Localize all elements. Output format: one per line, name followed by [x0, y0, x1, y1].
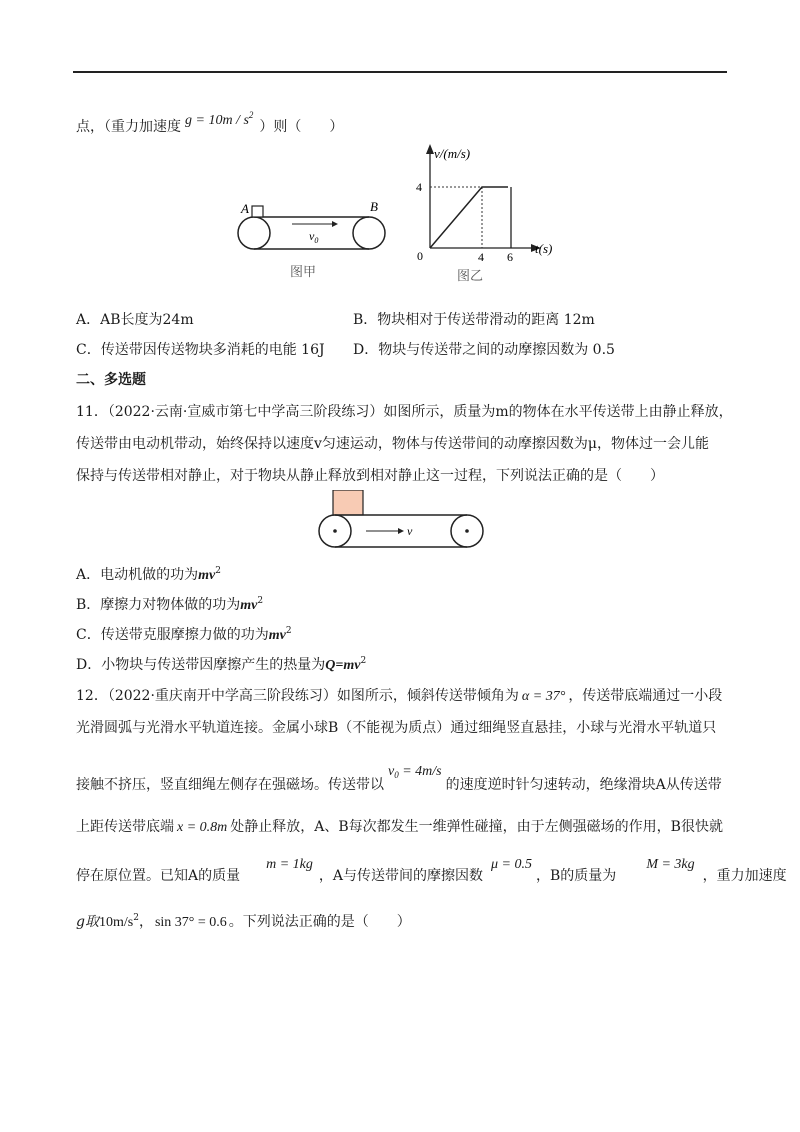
q11-line-1: 11．（2022·云南·宣威市第七中学高三阶段练习）如图所示，质量为m的物体在水平传送带上由静止释放，	[76, 404, 733, 420]
figure-b-vt-graph	[412, 140, 552, 285]
figure-q11-conveyor	[316, 490, 486, 552]
q12-line-3	[76, 764, 722, 799]
v-label: v	[407, 524, 413, 538]
x-axis-label: t(s)	[535, 241, 552, 256]
v0-value: = 4m/s	[398, 764, 442, 779]
y-tick-label: 4	[416, 180, 422, 194]
big-m-expression: M = 3kg	[646, 857, 695, 872]
q12-line-1-b: ，传送带底端通过一小段	[568, 688, 723, 704]
q11-option-b-mv: mv	[240, 598, 258, 613]
pulley-right-axle	[465, 529, 469, 533]
q11-option-a[interactable]	[76, 564, 221, 584]
g-expression	[185, 110, 254, 128]
v0-label: $v_0$	[309, 229, 319, 245]
x-tick-label-4: 4	[478, 250, 484, 264]
g-expr-text: g = 10m / s	[185, 113, 249, 128]
q11-option-c-text: C．传送带克服摩擦力做的功为	[76, 627, 269, 643]
alpha-expression: α = 37°	[521, 689, 566, 704]
q12-line-5-b: ，A与传送带间的摩擦因数	[318, 868, 484, 884]
sin-expression: sin 37° = 0.6	[154, 915, 227, 930]
origin-label: 0	[417, 249, 423, 263]
q11-option-d[interactable]	[76, 654, 366, 674]
q12-line-6-c: 。下列说法正确的是（ ）	[228, 914, 411, 930]
q10-option-d[interactable]: D．物块与传送带之间的动摩擦因数为 0.5	[353, 342, 615, 358]
q11-option-c-mv: mv	[268, 628, 286, 643]
label-b: B	[370, 199, 378, 214]
q12-line-3-b: 的速度逆时针匀速转动，绝缘滑块A从传送带	[445, 777, 722, 793]
q10-option-c[interactable]: C．传送带因传送物块多消耗的电能 16J	[76, 342, 325, 358]
q10-option-b[interactable]: B．物块相对于传送带滑动的距离 12m	[353, 312, 595, 328]
q11-option-d-text: D．小物块与传送带因摩擦产生的热量为	[76, 657, 326, 673]
mu-expression: μ = 0.5	[491, 857, 533, 872]
q12-line-6	[76, 908, 411, 933]
q12-line-5-d: ，重力加速度	[702, 868, 787, 884]
q11-option-a-text: A．电动机做的功为	[76, 567, 199, 583]
caption-figure-a: 图甲	[290, 264, 317, 279]
m-expression: m = 1kg	[266, 857, 313, 872]
pulley-right	[353, 217, 385, 249]
q11-option-a-exp: 2	[215, 566, 221, 576]
figure-a-conveyor	[232, 196, 397, 286]
caption-figure-b: 图乙	[457, 268, 484, 283]
q12-line-1-a: 12．（2022·重庆南开中学高三阶段练习）如图所示，倾斜传送带倾角为	[76, 688, 519, 704]
velocity-arrowhead	[332, 221, 338, 227]
v0-symbol: v	[388, 764, 395, 779]
q12-line-5	[76, 857, 787, 887]
x-expression: x = 0.8m	[177, 820, 228, 835]
pulley-left	[238, 217, 270, 249]
q11-line-2: 传送带由电动机带动，始终保持以速度v匀速运动，物体与传送带间的动摩擦因数为μ，物体过一会儿能	[76, 436, 710, 452]
v0-expression	[388, 764, 442, 779]
q12-line-6-b: ，	[138, 914, 153, 930]
q11-option-c-exp: 2	[285, 626, 292, 636]
g-value-exponent: 2	[133, 913, 139, 923]
velocity-arrowhead	[398, 528, 404, 534]
block	[333, 490, 363, 515]
q10-option-a[interactable]: A．AB长度为24m	[76, 312, 194, 328]
block	[252, 206, 263, 217]
pulley-left-axle	[333, 529, 337, 533]
x-tick-label-6: 6	[507, 250, 513, 264]
q12-line-6-a: g取	[76, 914, 99, 930]
q11-option-b-exp: 2	[257, 596, 264, 606]
q12-line-4-a: 上距传送带底端	[76, 819, 174, 835]
q10-continuation-line	[76, 112, 343, 138]
q11-option-d-eq: Q=mv	[325, 658, 361, 673]
q11-line-3: 保持与传送带相对静止，对于物块从静止释放到相对静止这一过程，下列说法正确的是（ ）	[76, 468, 664, 484]
q11-option-a-mv: mv	[198, 568, 216, 583]
q12-line-4-b: 处静止释放，A、B每次都发生一维弹性碰撞，由于左侧强磁场的作用，B很快就	[230, 819, 723, 835]
q11-option-b-text: B．摩擦力对物体做的功为	[76, 597, 241, 613]
q10-text-prefix: 点，（重力加速度	[76, 119, 181, 135]
header-rule	[73, 71, 727, 73]
vt-series-line	[430, 187, 508, 248]
label-a: A	[241, 201, 249, 216]
q12-line-5-a: 停在原位置。已知A的质量	[76, 868, 241, 884]
section-title-multi-choice: 二、多选题	[76, 372, 146, 388]
q11-option-b[interactable]	[76, 594, 263, 614]
q11-option-d-exp: 2	[360, 656, 367, 666]
q12-line-4	[76, 817, 723, 838]
q12-line-1	[76, 686, 722, 707]
q12-line-2: 光滑圆弧与光滑水平轨道连接。金属小球B（不能视为质点）通过细绳竖直悬挂，小球与光滑水平轨道只	[76, 720, 717, 736]
q11-option-c[interactable]	[76, 624, 292, 644]
v0-subscript: 0	[394, 770, 399, 780]
y-axis-label: v/(m/s)	[434, 146, 471, 161]
g-expr-exponent: 2	[248, 110, 254, 120]
q12-line-5-c: ，B的质量为	[536, 868, 617, 884]
g-value: 10m/s	[98, 915, 134, 930]
q10-text-suffix: ）则（ ）	[259, 119, 344, 135]
y-axis-arrowhead	[426, 144, 434, 154]
q12-line-3-a: 接触不挤压，竖直细绳左侧存在强磁场。传送带以	[76, 777, 384, 793]
